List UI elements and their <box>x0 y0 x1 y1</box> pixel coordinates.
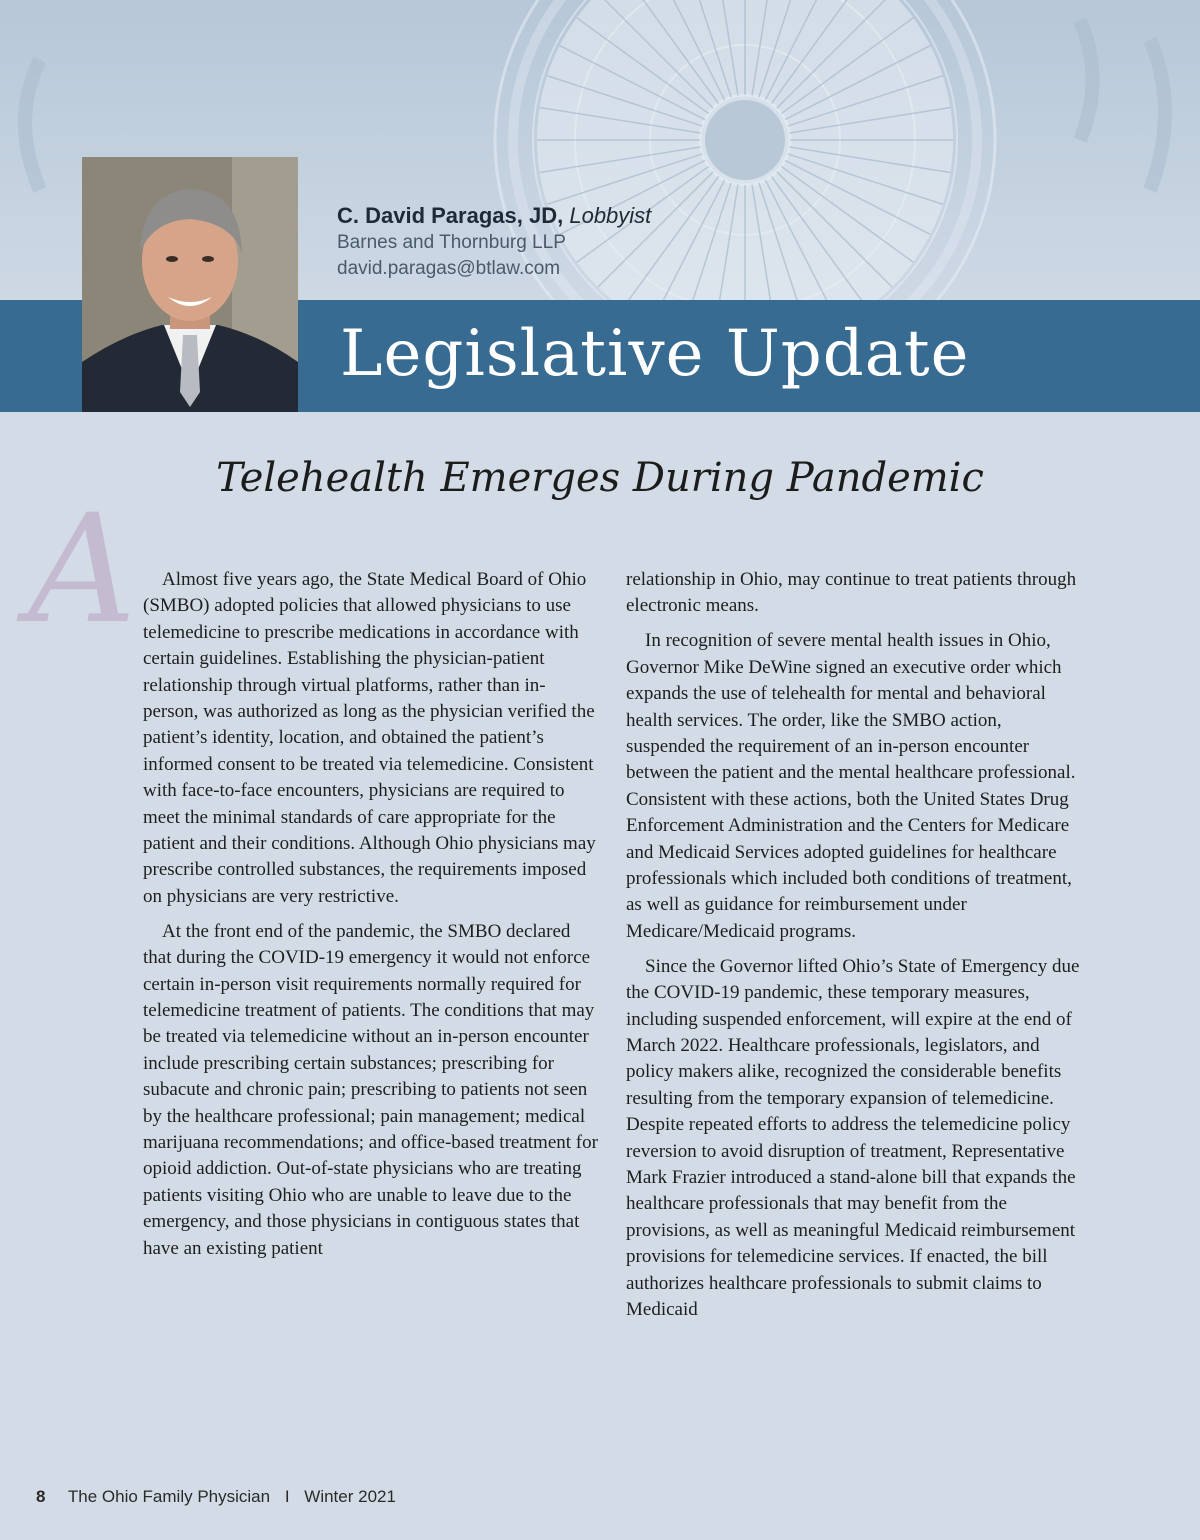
article-column-left <box>143 567 598 1271</box>
page-footer <box>36 1486 396 1508</box>
author-block <box>337 202 651 282</box>
article-paragraph: relationship in Ohio, may continue to treat patients through electronic means. <box>626 569 1077 617</box>
article-column-right <box>626 567 1081 1332</box>
section-title: Legislative Update <box>340 317 970 391</box>
issue-label: Winter 2021 <box>304 1487 396 1506</box>
page-number: 8 <box>36 1487 46 1506</box>
publication-name: The Ohio Family Physician <box>67 1487 271 1506</box>
author-organization: Barnes and Thornburg LLP <box>337 232 566 253</box>
article-paragraph: Almost five years ago, the State Medical Board of Ohio (SMBO) adopted policies that allowed physicians to use telemedicine to prescribe medications in accordance with certain guidelines. Establishing the physician-patient relationship through virtual platforms, rather than in-person, was authorized as long as the physician verified the patient’s identity, location, and obtained the patient’s informed consent to be treated via telemedicine. Consistent with face-to-face encounters, physicians are required to meet the minimal standards of care appropriate for the patient and their conditions. Although Ohio physicians may prescribe controlled substances, the requirements imposed on physicians are very restrictive. <box>143 569 596 907</box>
article-paragraph: In recognition of severe mental health issues in Ohio, Governor Mike DeWine signed an executive order which expands the use of telehealth for mental and behavioral health services. The order, like the SMBO action, suspended the requirement of an in-person encounter between the patient and the mental healthcare professional. Consistent with these actions, both the United States Drug Enforcement Administration and the Centers for Medicare and Medicaid Services adopted guidelines for healthcare professionals which included both conditions of treatment, as well as guidance for reimbursement under Medicare/Medicaid programs. <box>626 630 1076 942</box>
article-paragraph: At the front end of the pandemic, the SMBO declared that during the COVID-19 emergency it would not enforce certain in-person visit requirements normally required for telemedicine treatment of patients. The conditions that may be treated via telemedicine without an in-person encounter include prescribing certain substances; prescribing for subacute and chronic pain; prescribing to patients not seen by the healthcare professional; pain management; medical marijuana recommendations; and office-based treatment for opioid addiction. Out-of-state physicians who are treating patients visiting Ohio who are unable to leave due to the emergency, and those physicians in contiguous states that have an existing patient <box>143 920 598 1259</box>
author-photo <box>82 157 298 412</box>
author-email[interactable]: david.paragas@btlaw.com <box>337 258 561 279</box>
author-name: C. David Paragas, JD, <box>337 203 564 228</box>
decorative-dropcap: A <box>28 483 137 657</box>
author-role: Lobbyist <box>569 203 652 228</box>
footer-separator: I <box>284 1487 290 1506</box>
article-title: Telehealth Emerges During Pandemic <box>216 455 984 501</box>
article-paragraph: Since the Governor lifted Ohio’s State of Emergency due the COVID-19 pandemic, these temporary measures, including suspended enforcement, will expire at the end of March 2022. Healthcare professionals, legislators, and policy makers alike, recognized the considerable benefits resulting from the temporary expansion of telemedicine. Despite repeated efforts to address the telemedicine policy reversion to avoid disruption of treatment, Representative Mark Frazier introduced a stand-alone bill that expands the healthcare professionals that may benefit from the provisions, as well as meaningful Medicaid reimbursement provisions for telemedicine services. If enacted, the bill authorizes healthcare professionals to submit claims to Medicaid <box>626 955 1080 1320</box>
author-name-line <box>337 202 651 230</box>
